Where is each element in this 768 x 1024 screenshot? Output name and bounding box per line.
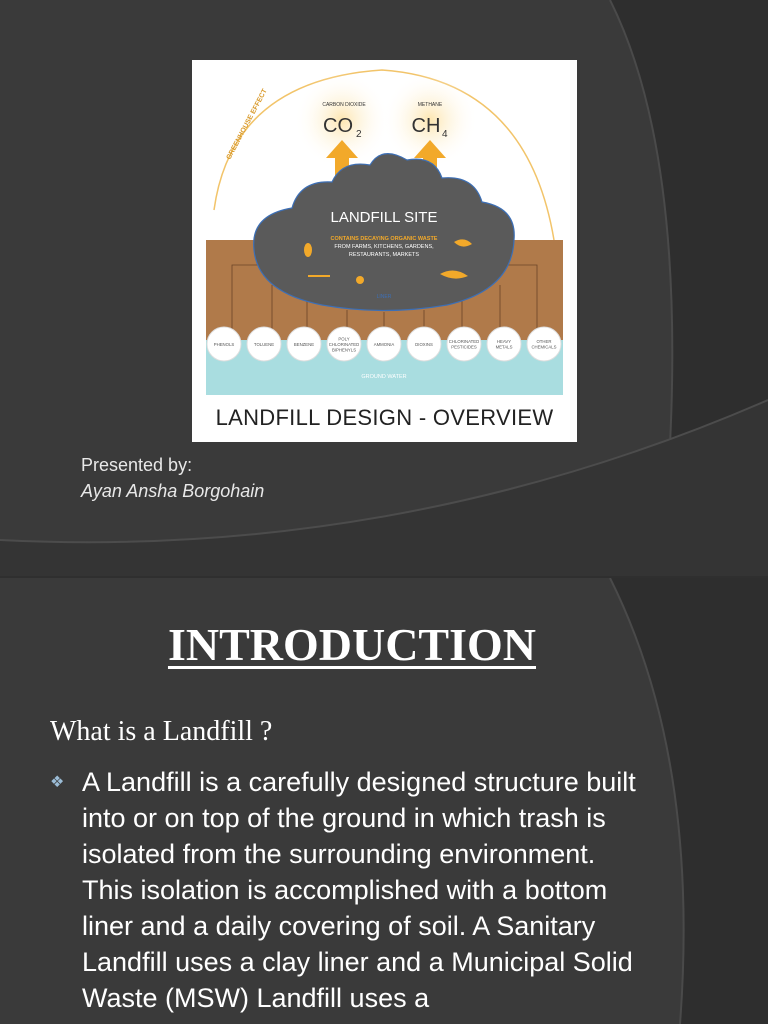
ch4-formula: CH — [411, 115, 441, 137]
slide-title — [0, 618, 704, 671]
groundwater-label: GROUND WATER — [361, 374, 407, 380]
presenter-label: Presented by: — [81, 455, 193, 475]
chemical-label: BIPHENYLS — [331, 347, 357, 353]
ch4-subscript: 4 — [442, 129, 448, 140]
bullet-text: A Landfill is a carefully designed structure built into or on top of the ground in which trash is isolated from the surrounding environment. This isolation is accomplished with a bottom liner and a daily covering of soil. A Sanitary Landfill uses a clay liner and a Municipal Solid Waste (MSW) Landfill uses a — [82, 767, 636, 1013]
ch4-caption: METHANE — [417, 102, 443, 108]
co2-caption: CARBON DIOXIDE — [322, 102, 366, 108]
chemical-label: HEAVY — [496, 339, 512, 345]
landfill-site-detail-1: FROM FARMS, KITCHENS, GARDENS, — [334, 244, 434, 250]
chemical-label: METALS — [495, 344, 513, 350]
liner-label: LINER — [376, 294, 392, 300]
landfill-site-detail-2: RESTAURANTS, MARKETS — [348, 252, 420, 258]
co2-subscript: 2 — [356, 129, 362, 140]
chemical-label: CHEMICALS — [531, 344, 557, 350]
landfill-diagram-illustration — [192, 60, 577, 400]
chemical-label: DIOXINS — [415, 341, 433, 347]
greenhouse-label: GREENHOUSE EFFECT — [225, 87, 269, 161]
co2-formula: CO — [323, 115, 353, 137]
fruit-icon — [356, 276, 364, 284]
chemical-label: AMMONIA — [373, 341, 395, 347]
chemical-label: CHLORINATED — [328, 341, 360, 347]
bullet-item — [50, 764, 650, 1016]
chemical-label: TOLUENE — [253, 341, 275, 347]
chemical-label: CHLORINATED — [448, 339, 480, 345]
chemical-label: PHENOLS — [213, 341, 235, 347]
diamond-bullet-icon: ❖ — [50, 774, 65, 791]
landfill-site-title: LANDFILL SITE — [330, 209, 438, 226]
introduction-slide — [0, 578, 768, 1024]
wheat-icon — [304, 243, 312, 257]
chemical-label: OTHER — [536, 339, 552, 345]
landfill-mound — [254, 154, 515, 311]
slide-subtitle: What is a Landfill ? — [50, 716, 273, 747]
chemical-label: PESTICIDES — [451, 344, 477, 350]
presenter-name: Ayan Ansha Borgohain — [81, 481, 265, 501]
landfill-site-subtitle: CONTAINS DECAYING ORGANIC WASTE — [330, 236, 438, 242]
chemical-label: BENZENE — [293, 341, 315, 347]
slide-title-text: INTRODUCTION — [167, 619, 537, 670]
chemical-list — [207, 327, 561, 361]
diagram-caption: LANDFILL DESIGN - OVERVIEW — [215, 405, 554, 430]
chemical-label: POLY — [338, 336, 350, 342]
landfill-diagram — [192, 60, 577, 442]
